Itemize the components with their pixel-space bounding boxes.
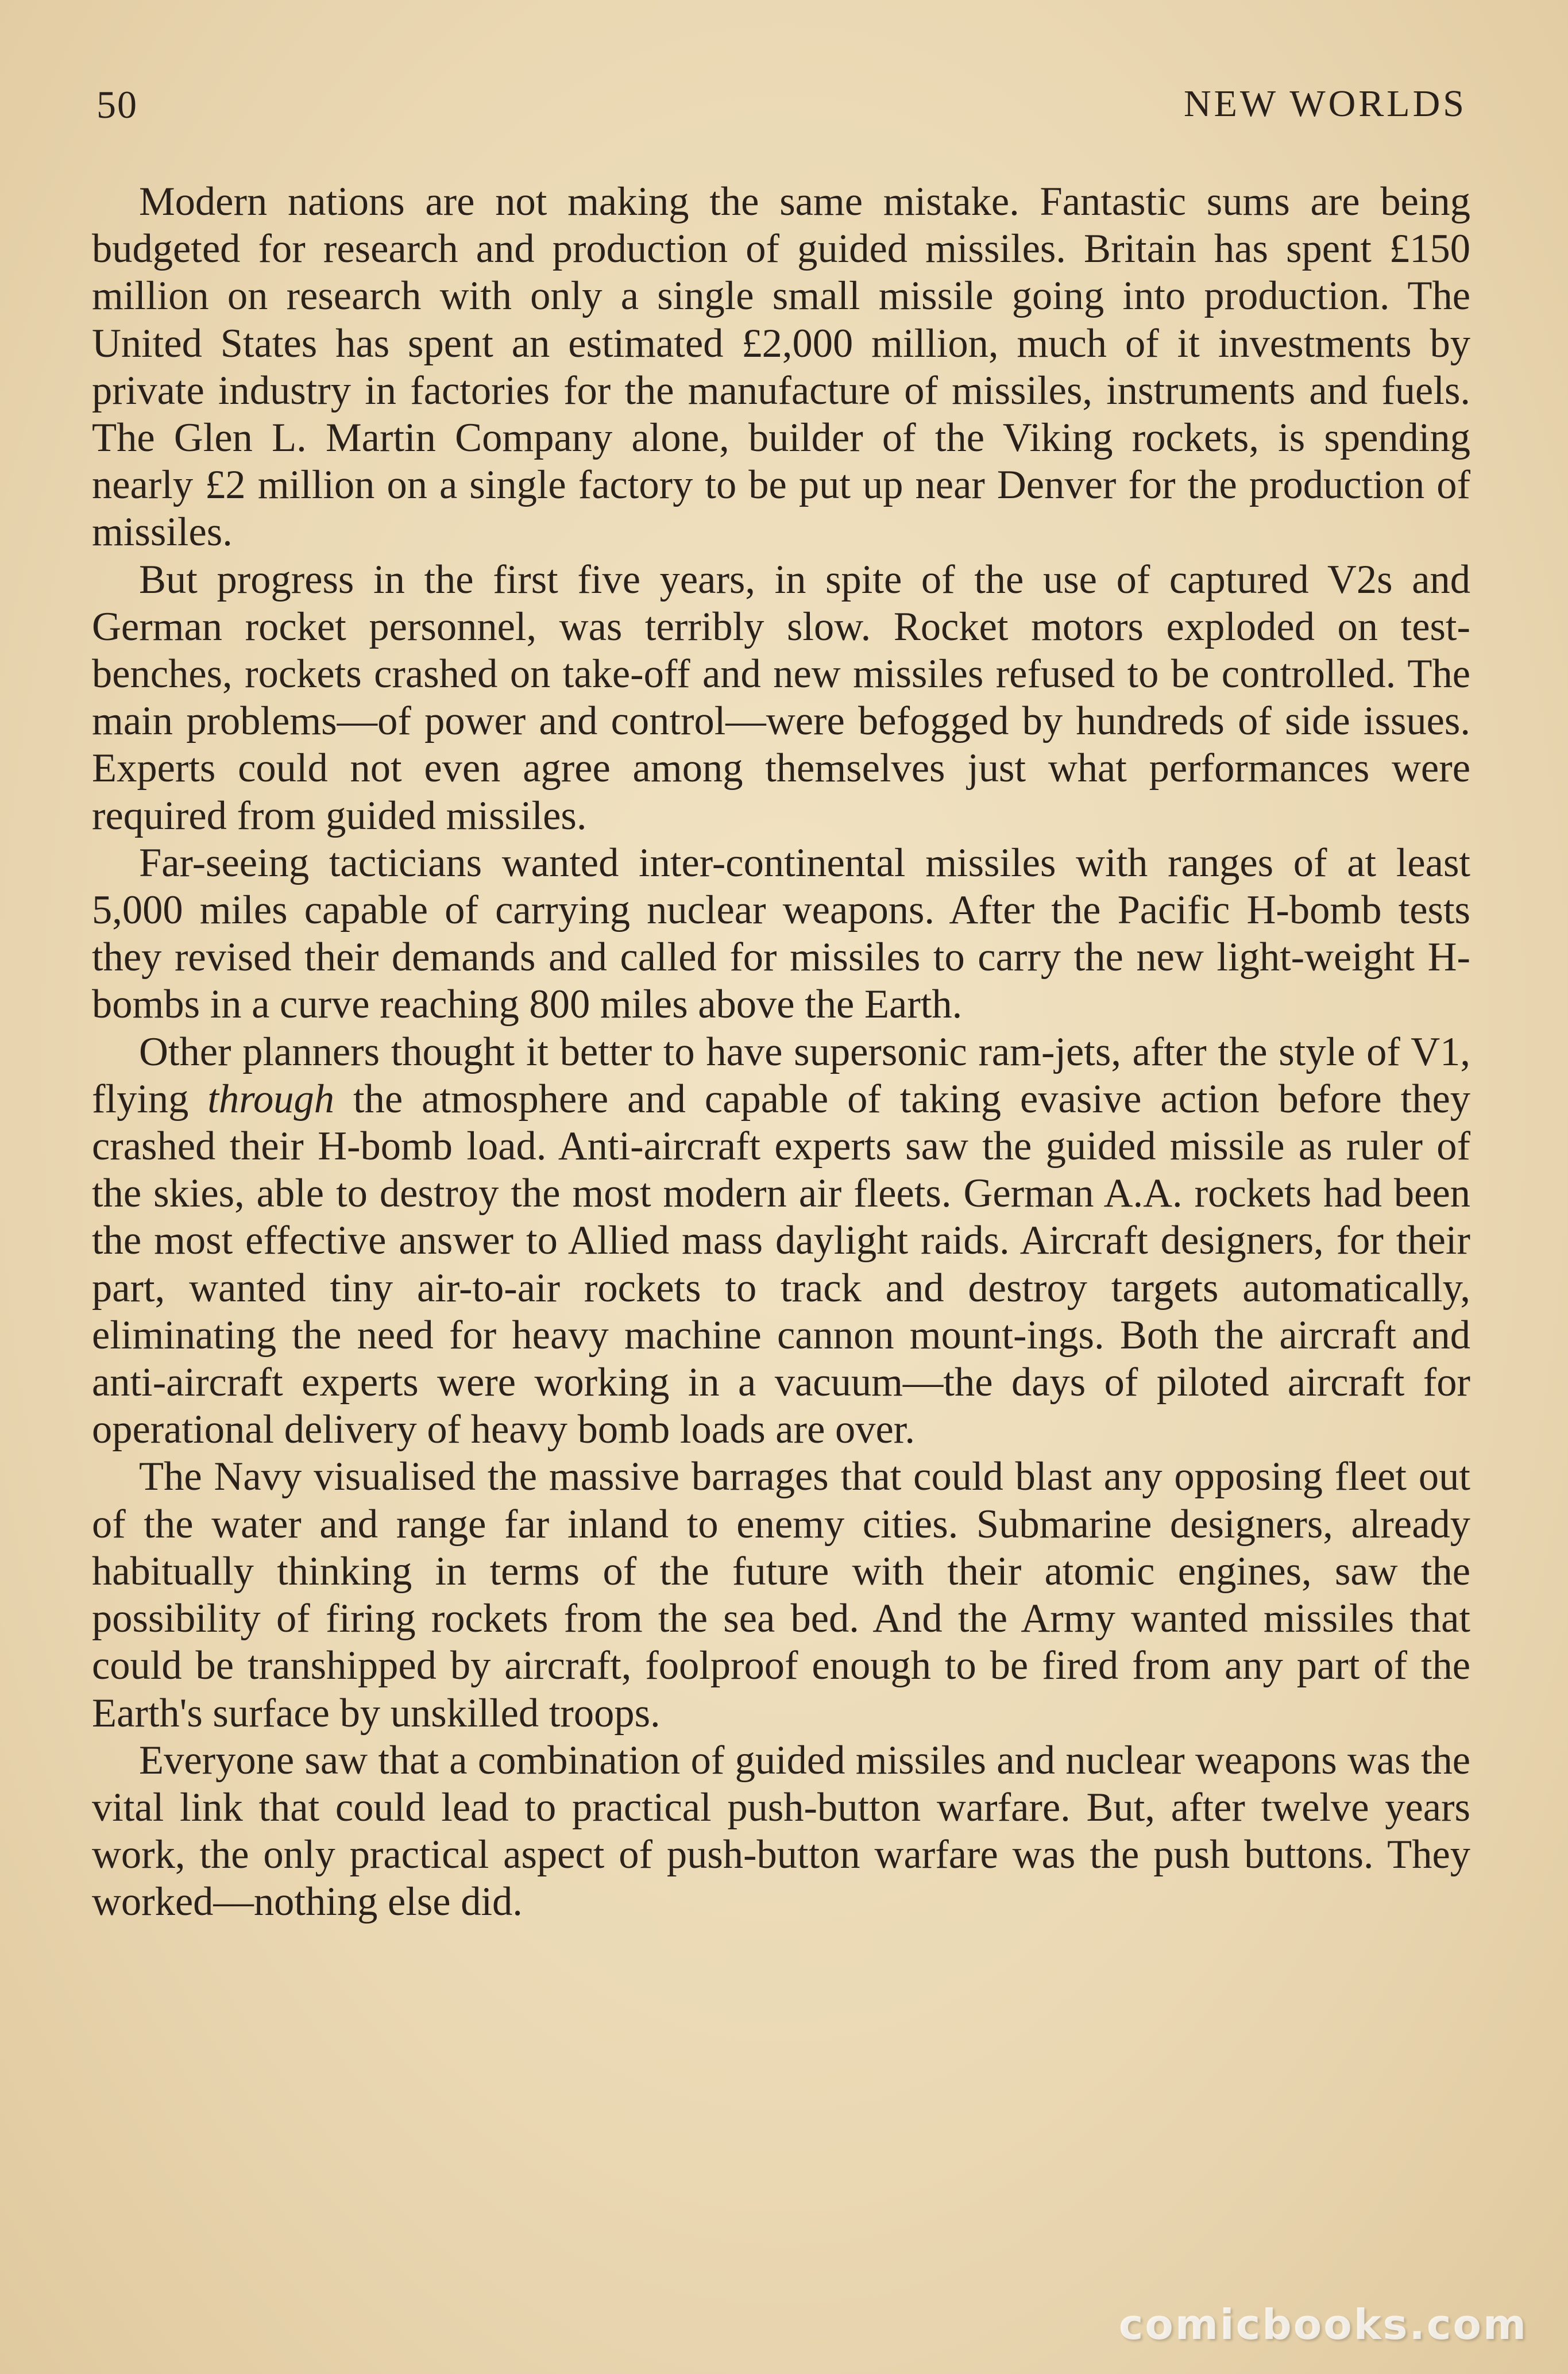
- paragraph-2: But progress in the first five years, in spite of the use of captured V2s and German rocket personnel, was terribly slow. Rocket motors exploded on test-benches, rockets crashed on take-off and new missiles refused to be controlled. The main problems—of power and control—were befogged by hundreds of side issues. Experts could not even agree among themselves just what performances were required from guided missiles.: [92, 557, 1470, 838]
- paragraph-4-after: the atmosphere and capable of taking evasive action before they crashed their H-bomb load. Anti-aircraft experts saw the guided missile as ruler of the skies, able to destroy the most modern air fleets. German A.A. rockets had been the most effective answer to Allied mass daylight raids. Aircraft designers, for their part, wanted tiny air-to-air rockets to track and destroy targets automatically, eliminating the need for heavy machine cannon mount-ings. Both the aircraft and anti-aircraft experts were working in a vacuum—the days of piloted aircraft for operational delivery of heavy bomb loads are over.: [92, 1076, 1470, 1452]
- paragraph-4-before: Other planners thought it better to have supersonic ram-jets, after the style of V1, flying: [92, 1029, 1470, 1122]
- paragraph-3: Far-seeing tacticians wanted inter-continental missiles with ranges of at least 5,000 miles capable of carrying nuclear weapons. After the Pacific H-bomb tests they revised their demands and called for missiles to carry the new light-weight H-bombs in a curve reaching 800 miles above the Earth.: [92, 840, 1470, 1027]
- watermark: comicbooks.com: [1118, 2300, 1528, 2349]
- paragraph-5: The Navy visualised the massive barrages that could blast any opposing fleet out of the water and range far inland to enemy cities. Submarine designers, already habitually thinking in terms of the future with their atomic engines, saw the possibility of firing rockets from the sea bed. And the Army wanted missiles that could be transhipped by aircraft, foolproof enough to be fired from any part of the Earth's surface by unskilled troops.: [92, 1454, 1470, 1736]
- page-number: 50: [96, 83, 138, 126]
- body-text: [92, 178, 1470, 1926]
- paragraph-4-emphasis: through: [207, 1076, 335, 1122]
- paragraph-6: Everyone saw that a combination of guided missiles and nuclear weapons was the vital link that could lead to practical push-button warfare. But, after twelve years work, the only practical aspect of push-button warfare was the push buttons. They worked—nothing else did.: [92, 1737, 1470, 1925]
- paragraph-4: [92, 1028, 1470, 1454]
- running-head: NEW WORLDS: [1183, 83, 1467, 125]
- paragraph-1: Modern nations are not making the same mistake. Fantastic sums are being budgeted for research and production of guided missiles. Britain has spent £150 million on research with only a single small missile going into production. The United States has spent an estimated £2,000 million, much of it investments by private industry in factories for the manufacture of missiles, instruments and fuels. The Glen L. Martin Company alone, builder of the Viking rockets, is spending nearly £2 million on a single factory to be put up near Denver for the production of missiles.: [92, 179, 1470, 555]
